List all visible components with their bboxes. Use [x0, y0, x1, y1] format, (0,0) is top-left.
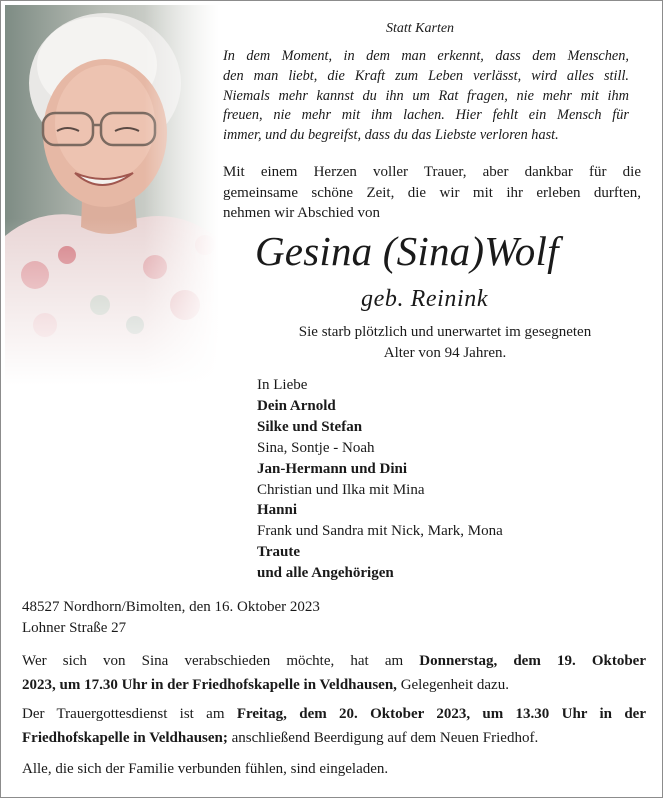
mourner-line: Hanni	[257, 502, 298, 519]
closing-paragraph	[22, 757, 646, 781]
intro-line: Mit einem Herzen voller Trauer, aber dankbar für die	[223, 164, 641, 180]
farewell-paragraph	[22, 649, 646, 697]
intro-line: nehmen wir Abschied von	[223, 205, 381, 221]
poem-line: In dem Moment, in dem man erkennt, dass dem Menschen,	[223, 48, 629, 64]
mourner-line: Dein Arnold	[257, 397, 336, 414]
mourner-line: In Liebe	[257, 377, 308, 393]
service-text: Der Trauergottesdienst ist am	[22, 706, 237, 722]
poem	[223, 47, 629, 146]
closing-text: Alle, die sich der Familie verbunden fühlen, sind eingeladen.	[22, 761, 389, 777]
farewell-text-end: Gelegenheit dazu.	[396, 677, 509, 693]
address	[22, 597, 320, 639]
service-text-end: anschließend Beerdigung auf dem Neuen Friedhof.	[227, 730, 539, 746]
service-place: Friedhofskapelle in Veldhausen;	[22, 730, 228, 746]
portrait-photo	[5, 5, 219, 393]
street: Lohner Straße 27	[22, 620, 127, 636]
service-paragraph	[22, 702, 646, 750]
poem-line: freuen, nie mehr mit ihm lachen. Hier fehlt ein Mensch für	[223, 107, 629, 124]
mourner-line: Christian und Ilka mit Mina	[257, 481, 425, 498]
poem-line: Niemals mehr kannst du ihn um Rat fragen, nie mehr mit ihm	[223, 87, 629, 104]
maiden-name: geb. Reinink	[361, 286, 489, 312]
poem-line: immer, und du begreifst, dass du das Liebste verloren hast.	[223, 127, 559, 144]
mourner-line: Jan-Hermann und Dini	[257, 460, 408, 477]
place-date: 48527 Nordhorn/Bimolten, den 16. Oktober 2023	[22, 599, 320, 615]
deceased-name: Gesina (Sina)Wolf	[255, 228, 559, 274]
death-notice	[255, 322, 635, 364]
mourner-line: Sina, Sontje - Noah	[257, 439, 375, 456]
service-date-time: Freitag, dem 20. Oktober 2023, um 13.30 Uhr in der	[236, 706, 646, 722]
mourner-line: Traute	[257, 544, 301, 561]
farewell-time-place: 2023, um 17.30 Uhr in der Friedhofskapelle in Veldhausen,	[22, 677, 397, 693]
poem-line: den man liebt, die Kraft zum Leben verlässt, wird alles still.	[223, 67, 629, 84]
mourner-line: Frank und Sandra mit Nick, Mark, Mona	[257, 523, 503, 540]
mourner-line: und alle Angehörigen	[257, 565, 394, 582]
death-line: Alter von 94 Jahren.	[383, 345, 507, 361]
intro-line: gemeinsame schöne Zeit, die wir mit ihr erleben durften,	[223, 184, 641, 201]
farewell-date: Donnerstag, dem 19. Oktober	[419, 653, 646, 669]
mourner-line: Silke und Stefan	[257, 418, 363, 435]
farewell-text: Wer sich von Sina verabschieden möchte, hat am	[22, 653, 420, 669]
statt-karten-heading: Statt Karten	[386, 21, 455, 36]
mourners-list	[257, 375, 503, 584]
intro-text	[223, 162, 641, 224]
death-line: Sie starb plötzlich und unerwartet im gesegneten	[298, 324, 592, 340]
